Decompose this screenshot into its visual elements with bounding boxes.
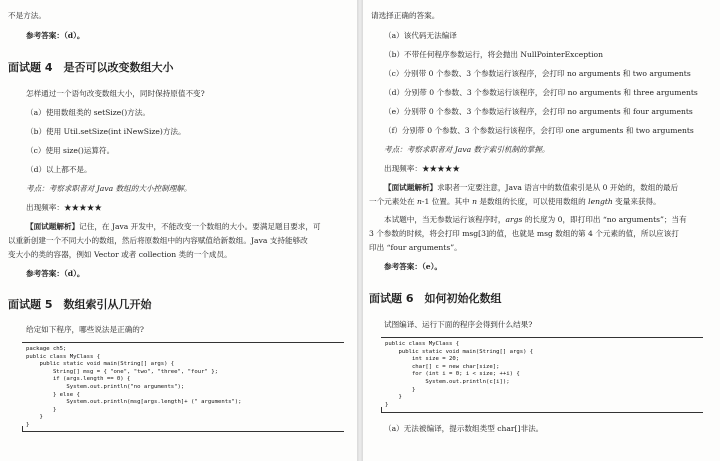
q4-option-d: （d）以上都不是。 <box>26 165 92 174</box>
analysis-var-n2: n <box>472 197 477 206</box>
analysis-text-2c: 是数组的长度，可以使用数组的 <box>477 197 589 206</box>
option-f: （f）分别带 0 个参数、3 个参数运行该程序，会打印 one arguments 和 two arguments <box>384 126 694 135</box>
q4-analysis-line-1 <box>26 222 321 232</box>
example-line-1 <box>384 215 687 225</box>
q6-code-corner <box>381 407 382 413</box>
q6-code-block <box>385 341 533 409</box>
intro-line: 不是方法。 <box>8 11 46 20</box>
q6-code-line: public class MyClass { <box>385 341 460 347</box>
analysis-var-length: length <box>588 197 613 206</box>
q5-code-line: System.out.println("no arguments"); <box>26 383 185 390</box>
example-text-1b: 的长度为 0，即打印出 “no arguments”；当有 <box>522 215 687 224</box>
q6-code-line: int size = 20; <box>385 356 460 363</box>
q4-option-a: （a）使用数组类的 setSize()方法。 <box>26 108 150 117</box>
q6-code-bottom-rule <box>381 412 703 413</box>
analysis-line-1 <box>384 183 678 193</box>
example-line-2: 3 个参数的时候，将会打印 msg[3]的值，也就是 msg 数组的第 4 个元素的值，所以应该打 <box>369 229 679 238</box>
example-var-args: args <box>505 215 523 224</box>
example-line-3: 印出 “four arguments”。 <box>369 243 462 252</box>
right-page <box>363 0 720 461</box>
q6-prompt: 试图编译、运行下面的程序会得到什么结果? <box>384 320 533 329</box>
q4-frequency: 出现频率：★★★★★ <box>26 203 102 212</box>
q6-title: 面试题 6 如何初始化数组 <box>369 292 502 305</box>
q5-code-line: } else { <box>26 391 80 398</box>
q4-analysis-text: 记住，在 Java 开发中，不能改变一个数组的大小。要满足题目要求，可 <box>79 222 321 231</box>
q5-code-line: if (args.length == 0) { <box>26 376 131 383</box>
choose-prompt: 请选择正确的答案。 <box>371 11 440 20</box>
option-e: （e）分别带 0 个参数、3 个参数运行该程序，会打印 no arguments 和 four arguments <box>384 107 693 116</box>
q4-focus: 考点：考察求职者对 Java 数组的大小控制理解。 <box>26 184 192 193</box>
q6-code-line: } <box>385 386 416 393</box>
q5-code-line: String[] msg = { "one", "two", "three", "four" }; <box>26 368 218 375</box>
q5-code-line: public class MyClass { <box>26 353 101 360</box>
q5-title: 面试题 5 数组索引从几开始 <box>8 298 152 311</box>
focus-line: 考点：考察求职者对 Java 数字索引机制的掌握。 <box>384 145 550 154</box>
q5-code-line: System.out.println(msg[args.length]+ (" arguments"); <box>26 399 242 406</box>
q4-analysis-label: 【面试题解析】 <box>26 222 80 231</box>
q5-code-bottom-rule <box>22 431 344 432</box>
q6-code-line: char[] c = new char[size]; <box>385 363 500 370</box>
q5-code-line: } <box>26 414 43 421</box>
option-d: （d）分别带 0 个参数、3 个参数运行该程序，会打印 no arguments 和 three arguments <box>384 88 698 97</box>
q4-option-b: （b）使用 Util.setSize(int iNewSize)方法。 <box>26 127 186 136</box>
q4-title: 面试题 4 是否可以改变数组大小 <box>8 61 174 74</box>
option-b: （b）不带任何程序参数运行，将会抛出 NullPointerException <box>384 50 604 59</box>
q5-code-line: package ch5; <box>26 346 67 352</box>
q5-code-corner <box>22 426 23 432</box>
analysis-line-2 <box>369 197 661 207</box>
analysis-text-1: 求职者一定要注意，Java 语言中的数值索引是从 0 开始的，数组的最后 <box>437 183 679 192</box>
frequency-line: 出现频率：★★★★★ <box>384 164 460 173</box>
analysis-text-2a: 一个元素处在 <box>369 197 417 206</box>
analysis-text-2d: 变量来获得。 <box>612 197 661 206</box>
q6-code-line: System.out.println(c[i]); <box>385 378 510 385</box>
q4-answer: 参考答案：（d）。 <box>26 269 85 278</box>
q4-analysis-line-2: 以重新创建一个不同大小的数组，然后将原数组中的内容赋值给新数组。Java 支持能够改 <box>8 236 308 245</box>
q5-code-top-rule <box>22 342 344 343</box>
analysis-label: 【面试题解析】 <box>384 183 438 192</box>
q5-code-line: } <box>26 406 57 413</box>
left-page <box>0 0 357 461</box>
q4-analysis-line-3: 变大小的类的容器，例如 Vector 或者 collection 类的一个成员。 <box>8 250 232 259</box>
answer-top: 参考答案：（d）。 <box>26 31 85 40</box>
q6-option-a: （a）无法被编译，提示数组类型 char[]非法。 <box>384 424 544 433</box>
answer-line: 参考答案：（e）。 <box>384 262 442 271</box>
q6-code-line: public static void main(String[] args) { <box>385 348 534 355</box>
q6-code-top-rule <box>381 337 703 338</box>
q4-prompt: 怎样通过一个语句改变数组大小，同时保持原值不变? <box>26 89 205 98</box>
option-c: （c）分别带 0 个参数、3 个参数运行该程序，会打印 no arguments 和 two arguments <box>384 69 691 78</box>
q4-option-c: （c）使用 size()运算符。 <box>26 146 115 155</box>
q5-code-line: public static void main(String[] args) { <box>26 361 175 368</box>
q5-prompt: 给定如下程序，哪些说法是正确的? <box>26 325 144 334</box>
q6-code-line: } <box>385 394 402 401</box>
q5-code-line: } <box>26 421 30 428</box>
analysis-var-n: n <box>416 197 422 206</box>
q5-code-block <box>26 346 242 430</box>
q6-code-line: for (int i = 0; i < size; ++i) { <box>385 371 520 378</box>
option-a: （a）该代码无法编译 <box>384 31 457 40</box>
analysis-text-2b: -1 位置。其中 <box>421 197 473 206</box>
q6-code-line: } <box>385 401 389 408</box>
example-text-1a: 本试题中，当无参数运行该程序时， <box>384 215 506 224</box>
